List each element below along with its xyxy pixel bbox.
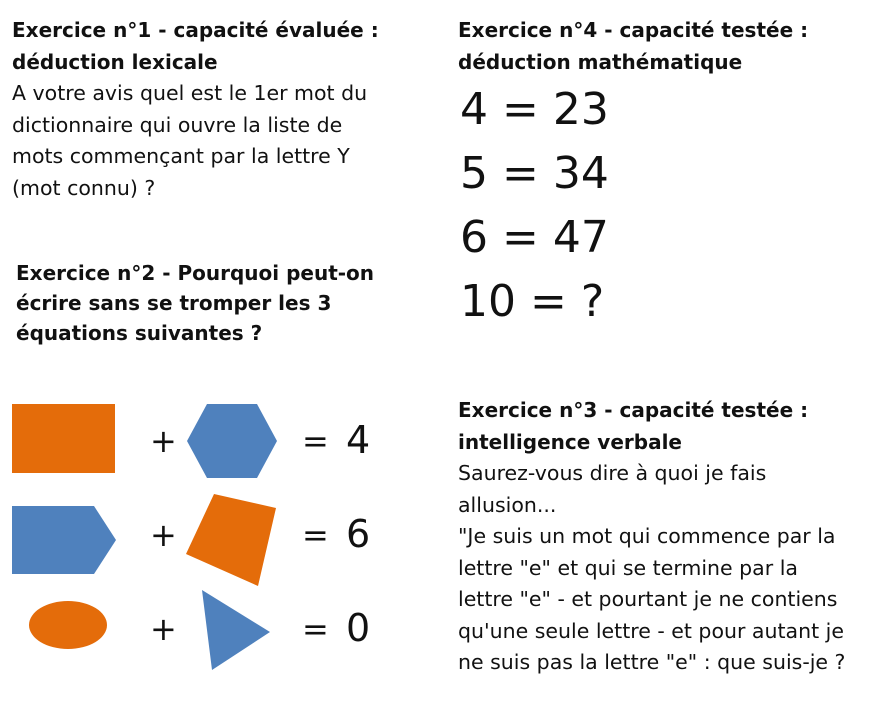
equation-row-2 <box>10 494 430 594</box>
equation-row-1 <box>10 400 430 500</box>
equation-result: 0 <box>346 606 371 650</box>
exercise-3-text-line: qu'une seule lettre - et pour autant je <box>458 618 844 643</box>
exercise-2-title-line: équations suivantes ? <box>16 321 263 345</box>
exercise-3-text-line: "Je suis un mot qui commence par la <box>458 524 836 548</box>
exercise-2-title-line: Exercice n°2 - Pourquoi peut-on <box>16 261 375 285</box>
math-equation: 6 = 47 <box>460 212 609 263</box>
exercise-2 <box>16 258 436 348</box>
shape-equations <box>10 400 430 680</box>
exercise-3-text-line: lettre "e" et qui se termine par la <box>458 555 798 580</box>
exercise-3-text-line: allusion... <box>458 492 557 517</box>
exercise-1-title-line-2: déduction lexicale <box>12 50 218 74</box>
equals-sign: = <box>302 516 329 554</box>
math-equation: 4 = 23 <box>460 84 609 135</box>
equals-sign: = <box>302 422 329 460</box>
exercise-3 <box>458 394 883 679</box>
math-equation: 10 = ? <box>460 276 605 327</box>
equation-result: 4 <box>346 418 371 462</box>
blue-pentagon-arrow-shape <box>12 506 116 574</box>
exercise-1 <box>12 14 432 204</box>
exercise-3-title-line-2: intelligence verbale <box>458 430 682 454</box>
exercise-4-title-line-1: Exercice n°4 - capacité testée : <box>458 18 809 42</box>
equals-sign: = <box>302 610 329 648</box>
blue-hexagon-shape <box>187 404 277 478</box>
exercise-1-text-line: dictionnaire qui ouvre la liste de <box>12 112 343 137</box>
exercise-1-title-line-1: Exercice n°1 - capacité évaluée : <box>12 18 379 42</box>
math-equation: 5 = 34 <box>460 148 609 199</box>
blue-triangle-shape <box>202 590 272 670</box>
orange-ellipse-shape <box>28 600 108 650</box>
exercise-3-title-line-1: Exercice n°3 - capacité testée : <box>458 398 809 422</box>
plus-sign: + <box>150 610 177 648</box>
exercise-2-title-line: écrire sans se tromper les 3 <box>16 291 332 315</box>
orange-rectangle-shape <box>12 404 116 474</box>
equation-row-3 <box>10 588 430 688</box>
exercise-4-title-line-2: déduction mathématique <box>458 50 743 74</box>
exercise-4 <box>458 14 878 334</box>
exercise-1-text-line: mots commençant par la lettre Y <box>12 144 350 168</box>
orange-rotated-square-shape <box>186 494 276 588</box>
exercise-3-text-line: Saurez-vous dire à quoi je fais <box>458 461 767 485</box>
exercise-3-text-line: ne suis pas la lettre "e" : que suis-je ? <box>458 650 846 674</box>
equation-result: 6 <box>346 512 371 556</box>
plus-sign: + <box>150 422 177 460</box>
exercise-1-text-line: A votre avis quel est le 1er mot du <box>12 81 368 105</box>
plus-sign: + <box>150 516 177 554</box>
exercise-3-text-line: lettre "e" - et pourtant je ne contiens <box>458 587 838 611</box>
exercise-1-text-line: (mot connu) ? <box>12 175 156 200</box>
